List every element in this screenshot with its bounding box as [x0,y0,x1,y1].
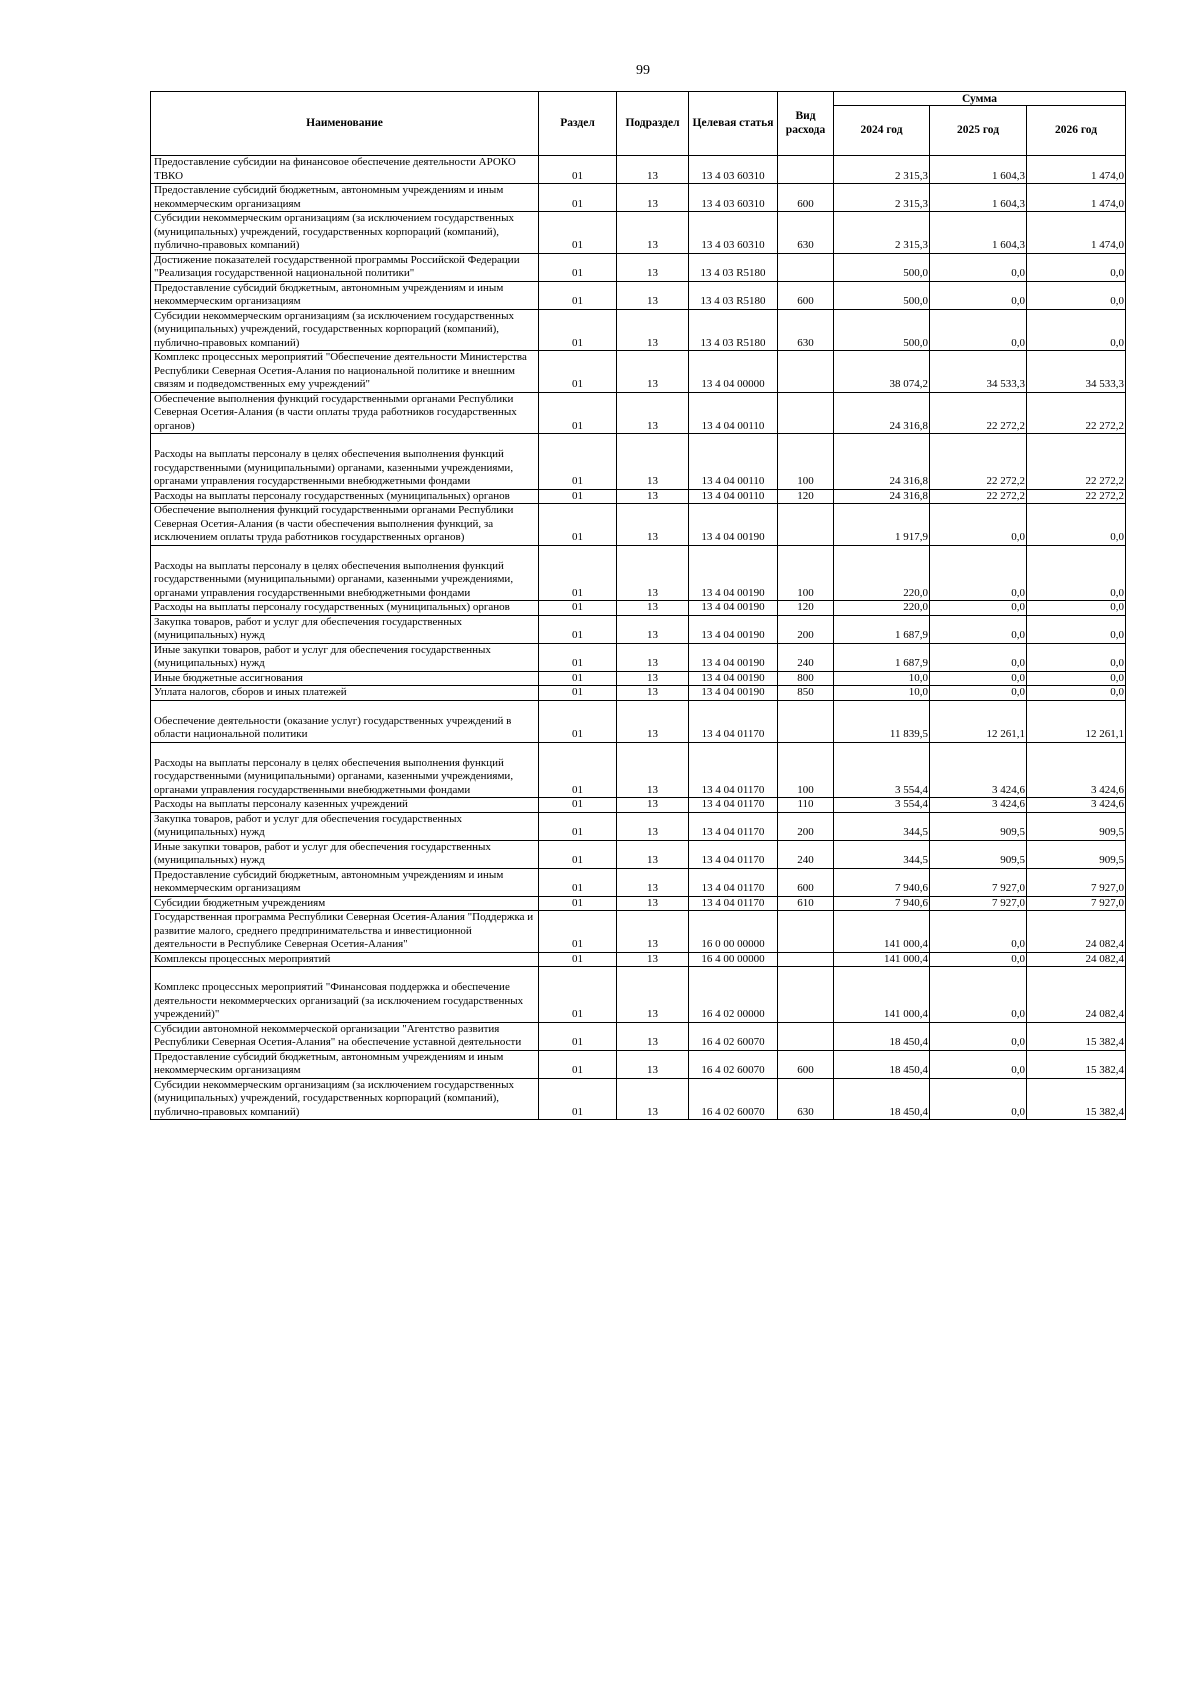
row-target: 13 4 03 R5180 [689,309,778,351]
row-expense-type: 600 [778,868,834,896]
row-section: 01 [539,253,617,281]
row-name: Закупка товаров, работ и услуг для обеспечения государственных (муниципальных) нужд [151,615,539,643]
row-amount-2026: 1 474,0 [1027,156,1126,184]
row-amount-2025: 0,0 [930,952,1027,967]
row-section: 01 [539,489,617,504]
row-amount-2025: 0,0 [930,1050,1027,1078]
row-amount-2024: 344,5 [834,812,930,840]
table-row [151,1078,1126,1120]
row-amount-2024: 7 940,6 [834,868,930,896]
row-subsection: 13 [617,911,689,953]
row-name: Закупка товаров, работ и услуг для обеспечения государственных (муниципальных) нужд [151,812,539,840]
row-target: 13 4 04 01170 [689,742,778,798]
row-name: Комплекс процессных мероприятий "Финансовая поддержка и обеспечение деятельности некоммерческих организаций (за исключением государственных учреждений)" [151,967,539,1023]
row-subsection: 13 [617,489,689,504]
row-amount-2024: 1 917,9 [834,504,930,546]
row-expense-type: 100 [778,742,834,798]
row-subsection: 13 [617,212,689,254]
row-section: 01 [539,812,617,840]
row-section: 01 [539,615,617,643]
row-target: 13 4 03 R5180 [689,281,778,309]
row-subsection: 13 [617,671,689,686]
table-row [151,184,1126,212]
row-target: 13 4 04 00190 [689,504,778,546]
row-name: Расходы на выплаты персоналу в целях обеспечения выполнения функций государственными (муниципальными) органами, казенными учреждениями, органами управления государственными внебюджетными фондами [151,545,539,601]
row-amount-2025: 0,0 [930,615,1027,643]
row-amount-2026: 3 424,6 [1027,742,1126,798]
row-name: Расходы на выплаты персоналу казенных учреждений [151,798,539,813]
row-target: 16 4 02 60070 [689,1050,778,1078]
row-name: Предоставление субсидий бюджетным, автономным учреждениям и иным некоммерческим организациям [151,868,539,896]
row-subsection: 13 [617,253,689,281]
row-name: Расходы на выплаты персоналу в целях обеспечения выполнения функций государственными (муниципальными) органами, казенными учреждениями, органами управления государственными внебюджетными фондами [151,434,539,490]
table-row [151,1050,1126,1078]
row-expense-type [778,700,834,742]
row-amount-2024: 220,0 [834,601,930,616]
row-amount-2026: 24 082,4 [1027,952,1126,967]
row-expense-type: 100 [778,434,834,490]
row-subsection: 13 [617,868,689,896]
row-expense-type: 800 [778,671,834,686]
row-amount-2024: 141 000,4 [834,952,930,967]
row-section: 01 [539,351,617,393]
row-target: 13 4 04 01170 [689,798,778,813]
row-amount-2024: 10,0 [834,671,930,686]
row-amount-2026: 15 382,4 [1027,1078,1126,1120]
row-amount-2026: 0,0 [1027,253,1126,281]
row-target: 13 4 03 60310 [689,184,778,212]
row-subsection: 13 [617,184,689,212]
row-section: 01 [539,798,617,813]
row-section: 01 [539,1022,617,1050]
row-subsection: 13 [617,812,689,840]
table-row [151,545,1126,601]
row-subsection: 13 [617,840,689,868]
table-row [151,952,1126,967]
row-section: 01 [539,671,617,686]
row-expense-type: 630 [778,212,834,254]
row-expense-type: 600 [778,184,834,212]
row-section: 01 [539,896,617,911]
row-amount-2025: 909,5 [930,812,1027,840]
row-subsection: 13 [617,1078,689,1120]
row-expense-type [778,253,834,281]
row-subsection: 13 [617,686,689,701]
row-target: 13 4 04 01170 [689,812,778,840]
row-subsection: 13 [617,967,689,1023]
row-target: 13 4 03 R5180 [689,253,778,281]
header-target: Целевая статья [689,92,778,156]
row-name: Субсидии автономной некоммерческой организации "Агентство развития Республики Северная Осетия-Алания" на обеспечение уставной деятельности [151,1022,539,1050]
row-subsection: 13 [617,896,689,911]
row-target: 16 0 00 00000 [689,911,778,953]
row-target: 13 4 04 00190 [689,615,778,643]
row-amount-2025: 0,0 [930,643,1027,671]
row-name: Достижение показателей государственной программы Российской Федерации "Реализация государственной национальной политики" [151,253,539,281]
row-name: Комплексы процессных мероприятий [151,952,539,967]
row-amount-2025: 0,0 [930,281,1027,309]
row-amount-2024: 2 315,3 [834,212,930,254]
row-amount-2025: 0,0 [930,671,1027,686]
row-amount-2024: 1 687,9 [834,643,930,671]
row-amount-2026: 7 927,0 [1027,868,1126,896]
row-section: 01 [539,309,617,351]
table-row [151,840,1126,868]
row-name: Субсидии бюджетным учреждениям [151,896,539,911]
row-subsection: 13 [617,798,689,813]
row-section: 01 [539,952,617,967]
row-name: Расходы на выплаты персоналу в целях обеспечения выполнения функций государственными (муниципальными) органами, казенными учреждениями, органами управления государственными внебюджетными фондами [151,742,539,798]
row-target: 13 4 03 60310 [689,156,778,184]
table-row [151,700,1126,742]
row-expense-type [778,952,834,967]
row-expense-type: 110 [778,798,834,813]
row-amount-2026: 7 927,0 [1027,896,1126,911]
row-section: 01 [539,434,617,490]
row-amount-2024: 2 315,3 [834,156,930,184]
row-section: 01 [539,868,617,896]
budget-table [150,91,1126,1120]
row-amount-2026: 34 533,3 [1027,351,1126,393]
row-expense-type: 850 [778,686,834,701]
header-2026: 2026 год [1027,106,1126,156]
row-section: 01 [539,212,617,254]
row-amount-2025: 34 533,3 [930,351,1027,393]
row-expense-type [778,392,834,434]
row-amount-2026: 0,0 [1027,615,1126,643]
row-target: 13 4 04 00110 [689,392,778,434]
row-expense-type [778,967,834,1023]
row-section: 01 [539,184,617,212]
table-header [151,92,1126,156]
row-subsection: 13 [617,615,689,643]
row-name: Субсидии некоммерческим организациям (за исключением государственных (муниципальных) учреждений, государственных корпораций (компаний), публично-правовых компаний) [151,309,539,351]
row-amount-2025: 0,0 [930,911,1027,953]
row-target: 13 4 04 00190 [689,671,778,686]
row-amount-2025: 0,0 [930,504,1027,546]
table-body [151,156,1126,1120]
row-name: Предоставление субсидий бюджетным, автономным учреждениям и иным некоммерческим организациям [151,184,539,212]
table-row [151,671,1126,686]
table-row [151,281,1126,309]
row-amount-2025: 7 927,0 [930,896,1027,911]
row-expense-type: 630 [778,309,834,351]
row-amount-2024: 3 554,4 [834,798,930,813]
row-amount-2026: 0,0 [1027,671,1126,686]
header-name: Наименование [151,92,539,156]
row-target: 13 4 04 01170 [689,868,778,896]
table-row [151,742,1126,798]
row-amount-2024: 18 450,4 [834,1078,930,1120]
row-amount-2026: 909,5 [1027,812,1126,840]
table-row [151,489,1126,504]
row-amount-2025: 1 604,3 [930,156,1027,184]
row-amount-2026: 12 261,1 [1027,700,1126,742]
row-amount-2026: 0,0 [1027,601,1126,616]
row-amount-2025: 3 424,6 [930,742,1027,798]
row-section: 01 [539,643,617,671]
row-amount-2024: 11 839,5 [834,700,930,742]
row-name: Расходы на выплаты персоналу государственных (муниципальных) органов [151,601,539,616]
row-name: Государственная программа Республики Северная Осетия-Алания "Поддержка и развитие малого, среднего предпринимательства и инвестиционной деятельности в Республике Северная Осетия-Алания" [151,911,539,953]
row-amount-2025: 0,0 [930,601,1027,616]
row-expense-type: 120 [778,489,834,504]
row-expense-type: 610 [778,896,834,911]
table-row [151,156,1126,184]
row-target: 13 4 04 01170 [689,700,778,742]
table-row [151,601,1126,616]
row-amount-2026: 0,0 [1027,309,1126,351]
header-2025: 2025 год [930,106,1027,156]
row-subsection: 13 [617,504,689,546]
row-name: Предоставление субсидии на финансовое обеспечение деятельности АРОКО ТВКО [151,156,539,184]
row-expense-type [778,504,834,546]
table-row [151,504,1126,546]
table-row [151,896,1126,911]
row-expense-type: 100 [778,545,834,601]
table-row [151,615,1126,643]
row-subsection: 13 [617,643,689,671]
row-section: 01 [539,742,617,798]
row-amount-2026: 24 082,4 [1027,967,1126,1023]
row-name: Субсидии некоммерческим организациям (за исключением государственных (муниципальных) учреждений, государственных корпораций (компаний), публично-правовых компаний) [151,1078,539,1120]
row-subsection: 13 [617,392,689,434]
row-expense-type [778,1022,834,1050]
row-subsection: 13 [617,700,689,742]
row-expense-type: 240 [778,643,834,671]
row-subsection: 13 [617,434,689,490]
row-amount-2024: 500,0 [834,281,930,309]
row-amount-2025: 909,5 [930,840,1027,868]
row-amount-2025: 1 604,3 [930,184,1027,212]
row-target: 16 4 02 60070 [689,1022,778,1050]
header-section: Раздел [539,92,617,156]
row-expense-type: 630 [778,1078,834,1120]
row-target: 16 4 00 00000 [689,952,778,967]
row-amount-2026: 15 382,4 [1027,1022,1126,1050]
row-name: Комплекс процессных мероприятий "Обеспечение деятельности Министерства Республики Северная Осетия-Алания по национальной политике и внешним связям и подведомственных ему учреждений" [151,351,539,393]
row-amount-2026: 22 272,2 [1027,434,1126,490]
row-name: Расходы на выплаты персоналу государственных (муниципальных) органов [151,489,539,504]
row-amount-2025: 0,0 [930,1022,1027,1050]
row-subsection: 13 [617,742,689,798]
row-amount-2026: 15 382,4 [1027,1050,1126,1078]
row-amount-2024: 1 687,9 [834,615,930,643]
row-amount-2025: 22 272,2 [930,392,1027,434]
row-expense-type [778,351,834,393]
row-section: 01 [539,392,617,434]
row-name: Иные бюджетные ассигнования [151,671,539,686]
row-subsection: 13 [617,952,689,967]
row-amount-2025: 0,0 [930,686,1027,701]
row-section: 01 [539,700,617,742]
row-section: 01 [539,686,617,701]
row-name: Предоставление субсидий бюджетным, автономным учреждениям и иным некоммерческим организациям [151,281,539,309]
table-row [151,212,1126,254]
row-amount-2024: 24 316,8 [834,434,930,490]
row-amount-2025: 1 604,3 [930,212,1027,254]
row-section: 01 [539,967,617,1023]
row-subsection: 13 [617,156,689,184]
header-subsection: Подраздел [617,92,689,156]
row-amount-2026: 0,0 [1027,545,1126,601]
row-amount-2025: 0,0 [930,309,1027,351]
row-subsection: 13 [617,309,689,351]
row-amount-2025: 0,0 [930,967,1027,1023]
row-subsection: 13 [617,545,689,601]
row-amount-2026: 0,0 [1027,643,1126,671]
row-name: Иные закупки товаров, работ и услуг для обеспечения государственных (муниципальных) нужд [151,840,539,868]
row-section: 01 [539,601,617,616]
row-name: Уплата налогов, сборов и иных платежей [151,686,539,701]
row-expense-type: 240 [778,840,834,868]
row-section: 01 [539,504,617,546]
row-amount-2026: 3 424,6 [1027,798,1126,813]
row-amount-2024: 7 940,6 [834,896,930,911]
row-amount-2025: 22 272,2 [930,489,1027,504]
page-number: 99 [636,63,650,78]
table-row [151,309,1126,351]
row-name: Предоставление субсидий бюджетным, автономным учреждениям и иным некоммерческим организациям [151,1050,539,1078]
row-amount-2024: 38 074,2 [834,351,930,393]
table-row [151,812,1126,840]
row-amount-2026: 909,5 [1027,840,1126,868]
row-expense-type [778,911,834,953]
row-target: 13 4 04 00110 [689,489,778,504]
row-amount-2024: 10,0 [834,686,930,701]
row-expense-type: 600 [778,281,834,309]
header-sum: Сумма [834,92,1126,106]
row-target: 13 4 04 00190 [689,601,778,616]
row-amount-2025: 0,0 [930,253,1027,281]
row-amount-2024: 18 450,4 [834,1050,930,1078]
row-name: Обеспечение выполнения функций государственными органами Республики Северная Осетия-Алания (в части обеспечения выполнения функций, за исключением оплаты труда работников государственных органов) [151,504,539,546]
table-row [151,643,1126,671]
row-subsection: 13 [617,351,689,393]
row-amount-2025: 12 261,1 [930,700,1027,742]
row-expense-type: 120 [778,601,834,616]
row-amount-2026: 24 082,4 [1027,911,1126,953]
row-amount-2024: 141 000,4 [834,911,930,953]
row-amount-2026: 22 272,2 [1027,489,1126,504]
row-amount-2026: 22 272,2 [1027,392,1126,434]
row-amount-2025: 0,0 [930,1078,1027,1120]
table-row [151,434,1126,490]
table-row [151,392,1126,434]
row-amount-2024: 3 554,4 [834,742,930,798]
row-name: Субсидии некоммерческим организациям (за исключением государственных (муниципальных) учреждений, государственных корпораций (компаний), публично-правовых компаний) [151,212,539,254]
row-amount-2024: 141 000,4 [834,967,930,1023]
row-amount-2024: 500,0 [834,309,930,351]
row-amount-2024: 2 315,3 [834,184,930,212]
row-amount-2024: 344,5 [834,840,930,868]
row-target: 13 4 04 00190 [689,545,778,601]
header-expense-type: Вид расхода [778,92,834,156]
row-amount-2026: 1 474,0 [1027,212,1126,254]
row-name: Обеспечение выполнения функций государственными органами Республики Северная Осетия-Алания (в части оплаты труда работников государственных органов) [151,392,539,434]
row-amount-2026: 0,0 [1027,504,1126,546]
row-amount-2025: 0,0 [930,545,1027,601]
row-amount-2025: 22 272,2 [930,434,1027,490]
row-expense-type [778,156,834,184]
table-row [151,868,1126,896]
table-row [151,253,1126,281]
row-target: 13 4 04 01170 [689,840,778,868]
row-expense-type: 600 [778,1050,834,1078]
table-row [151,911,1126,953]
row-section: 01 [539,1078,617,1120]
row-amount-2025: 7 927,0 [930,868,1027,896]
row-name: Иные закупки товаров, работ и услуг для обеспечения государственных (муниципальных) нужд [151,643,539,671]
row-target: 16 4 02 00000 [689,967,778,1023]
row-subsection: 13 [617,1022,689,1050]
row-amount-2026: 0,0 [1027,281,1126,309]
row-target: 13 4 04 00190 [689,643,778,671]
row-section: 01 [539,1050,617,1078]
row-name: Обеспечение деятельности (оказание услуг) государственных учреждений в области национальной политики [151,700,539,742]
row-amount-2024: 24 316,8 [834,392,930,434]
row-amount-2024: 18 450,4 [834,1022,930,1050]
row-subsection: 13 [617,1050,689,1078]
row-section: 01 [539,545,617,601]
table-row [151,967,1126,1023]
row-expense-type: 200 [778,615,834,643]
row-target: 13 4 04 01170 [689,896,778,911]
row-target: 13 4 04 00110 [689,434,778,490]
row-target: 16 4 02 60070 [689,1078,778,1120]
row-section: 01 [539,840,617,868]
row-section: 01 [539,156,617,184]
table-row [151,686,1126,701]
row-subsection: 13 [617,281,689,309]
table-row [151,1022,1126,1050]
table-row [151,351,1126,393]
row-amount-2024: 24 316,8 [834,489,930,504]
row-section: 01 [539,911,617,953]
row-amount-2024: 220,0 [834,545,930,601]
row-amount-2026: 1 474,0 [1027,184,1126,212]
row-amount-2025: 3 424,6 [930,798,1027,813]
row-amount-2024: 500,0 [834,253,930,281]
row-target: 13 4 04 00190 [689,686,778,701]
row-amount-2026: 0,0 [1027,686,1126,701]
row-subsection: 13 [617,601,689,616]
header-2024: 2024 год [834,106,930,156]
table-row [151,798,1126,813]
row-target: 13 4 04 00000 [689,351,778,393]
row-expense-type: 200 [778,812,834,840]
row-target: 13 4 03 60310 [689,212,778,254]
row-section: 01 [539,281,617,309]
